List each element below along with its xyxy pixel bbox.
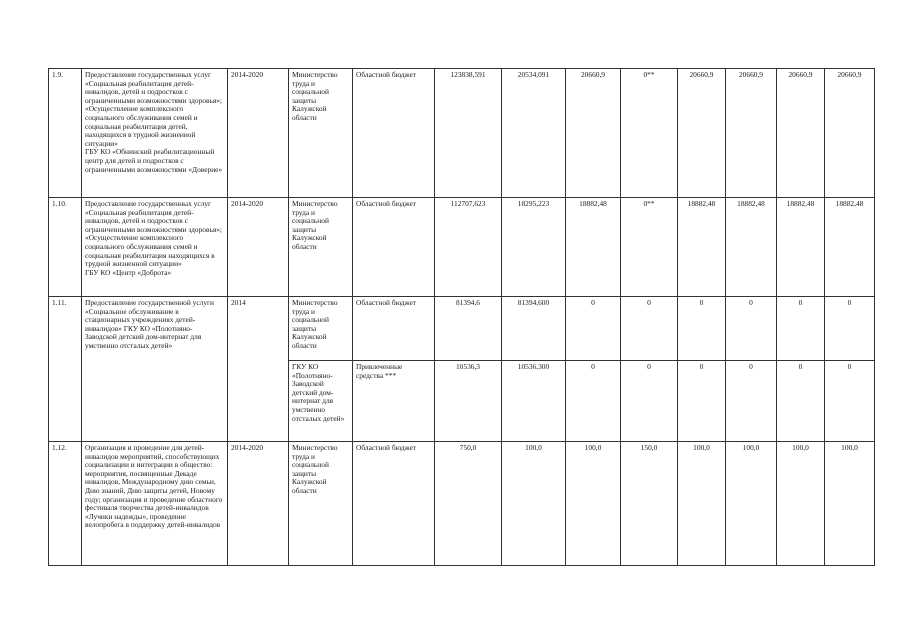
event-description [82,198,228,297]
total-amount: 81394,6 [435,297,502,361]
row-number: 1.12. [49,442,82,566]
funding-source: Областной бюджет [353,198,435,297]
year-2017-amount: 100,0 [678,442,726,566]
year-2017-amount: 0 [678,297,726,361]
total-amount: 112707,623 [435,198,502,297]
year-2014-amount: 100,0 [502,442,566,566]
year-2015-amount: 0 [566,361,621,442]
year-2018-amount: 20660,9 [726,69,777,198]
year-2014-amount: 18295,223 [502,198,566,297]
implementation-period: 2014 [228,297,289,442]
year-2017-amount: 18882,48 [678,198,726,297]
year-2018-amount: 0 [726,361,777,442]
executor: ГКУ КО «Полотняно-Заводской детский дом-интернат для умственно отсталых детей» [289,361,353,442]
row-number: 1.9. [49,69,82,198]
table-row [49,198,875,297]
total-amount: 10536,3 [435,361,502,442]
year-2015-amount: 18882,48 [566,198,621,297]
year-2020-amount: 20660,9 [825,69,875,198]
year-2017-amount: 20660,9 [678,69,726,198]
funding-source: Привлеченные средства *** [353,361,435,442]
event-description: Предоставление государственной услуги «Социальное обслуживание в стационарных учреждениях детей-инвалидов» ГКУ КО «Полотняно-Заводской детский дом-интернат для умственно отсталых детей» [82,297,228,442]
table-row [49,297,875,361]
year-2017-amount: 0 [678,361,726,442]
funding-source: Областной бюджет [353,442,435,566]
year-2019-amount: 0 [777,297,825,361]
year-2014-amount: 20534,091 [502,69,566,198]
event-text: Предоставление государственных услуг «Социальная реабилитация детей-инвалидов, детей и подростков с ограниченными возможностями здоровья»; «Осуществление комплексного социального обслуживания семей и социальная реабилитация находящихся в трудной жизненной ситуации» [85,199,222,269]
year-2015-amount: 20660,9 [566,69,621,198]
implementation-period: 2014-2020 [228,442,289,566]
year-2016-amount: 0 [621,361,678,442]
year-2018-amount: 100,0 [726,442,777,566]
implementation-period: 2014-2020 [228,198,289,297]
year-2015-amount: 100,0 [566,442,621,566]
program-activities-table [48,68,875,566]
implementation-period: 2014-2020 [228,69,289,198]
year-2014-amount: 10536,300 [502,361,566,442]
total-amount: 123838,591 [435,69,502,198]
year-2014-amount: 81394,600 [502,297,566,361]
row-number: 1.11. [49,297,82,442]
funding-source: Областной бюджет [353,69,435,198]
executor: Министерство труда и социальной защиты Калужской области [289,69,353,198]
institution-name: ГБУ КО «Центр «Доброта» [85,267,172,277]
year-2020-amount: 18882,48 [825,198,875,297]
year-2019-amount: 20660,9 [777,69,825,198]
year-2019-amount: 18882,48 [777,198,825,297]
row-number: 1.10. [49,198,82,297]
year-2020-amount: 0 [825,297,875,361]
event-description [82,69,228,198]
event-text: Предоставление государственных услуг «Социальная реабилитация детей-инвалидов, детей и подростков с ограниченными возможностями здоровья»; «Осуществление комплексного социального обслуживания семей и социальная реабилитация детей, находящихся в трудной жизненной ситуации» [85,70,222,148]
year-2016-amount: 0** [621,69,678,198]
executor: Министерство труда и социальной защиты Калужской области [289,198,353,297]
executor: Министерство труда и социальной защиты Калужской области [289,442,353,566]
year-2016-amount: 0 [621,297,678,361]
table-row [49,69,875,198]
year-2019-amount: 0 [777,361,825,442]
total-amount: 750,0 [435,442,502,566]
year-2019-amount: 100,0 [777,442,825,566]
institution-name: ГБУ КО «Обнинский реабилитационный центр для детей и подростков с ограниченными возможностями «Доверие» [85,147,223,174]
event-description: Организация и проведение для детей-инвалидов мероприятий, способствующих социализации и интеграции в общество: мероприятия, посвященные Декаде инвалидов, Международному дню семьи, Дню знаний, Дню защиты детей, Новому году; организация и проведение областного фестиваля творчества детей-инвалидов «Лучики надежды», проведение велопробега в поддержку детей-инвалидов [82,442,228,566]
year-2020-amount: 100,0 [825,442,875,566]
executor: Министерство труда и социальной защиты Калужской области [289,297,353,361]
year-2016-amount: 0** [621,198,678,297]
year-2015-amount: 0 [566,297,621,361]
funding-source: Областной бюджет [353,297,435,361]
year-2018-amount: 18882,48 [726,198,777,297]
table-row [49,442,875,566]
year-2016-amount: 150,0 [621,442,678,566]
year-2018-amount: 0 [726,297,777,361]
year-2020-amount: 0 [825,361,875,442]
